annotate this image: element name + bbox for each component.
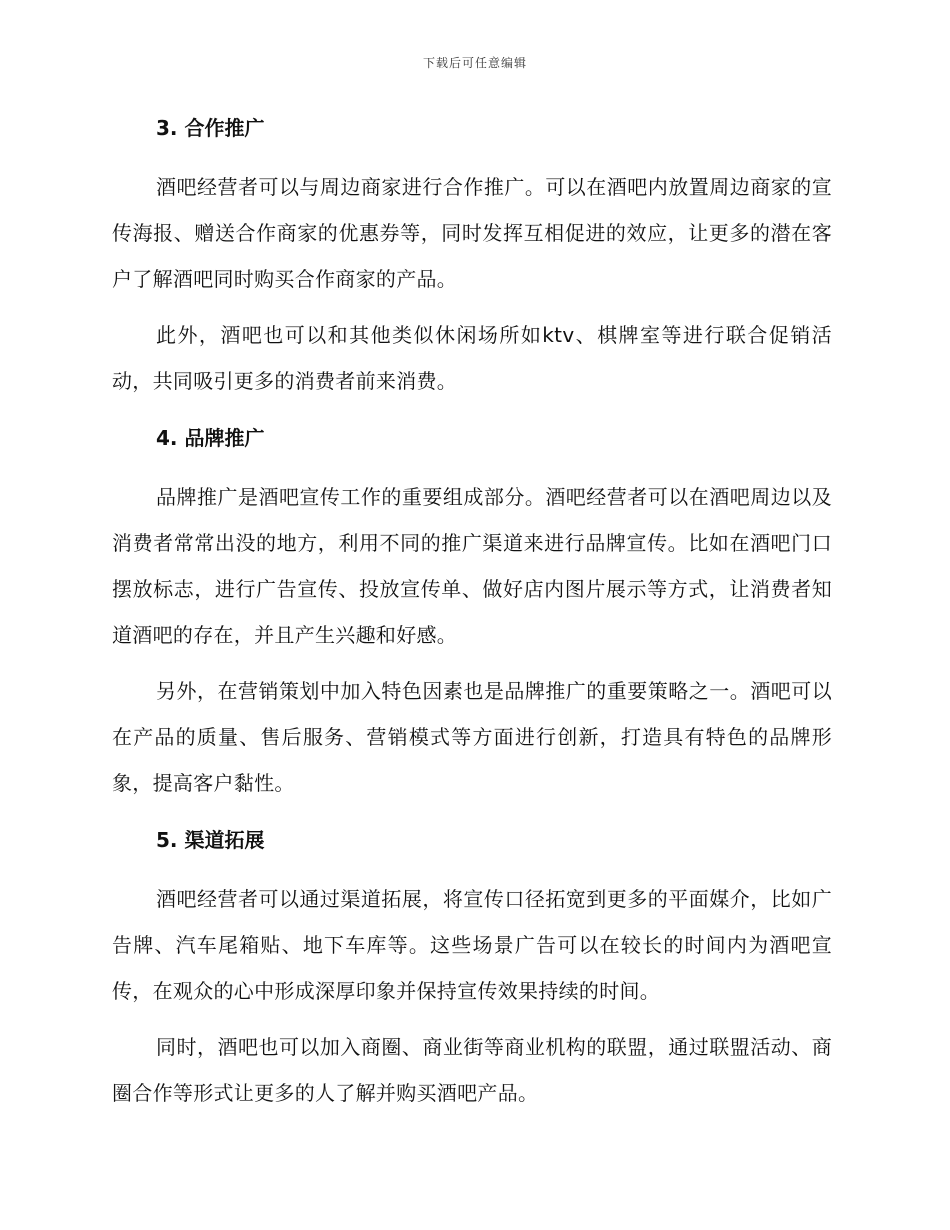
document-body	[112, 112, 832, 1116]
section-heading-cooperation: 3. 合作推广	[156, 116, 265, 140]
section-heading-channel: 5. 渠道拓展	[156, 828, 265, 852]
header-note: 下载后可任意编辑	[422, 56, 527, 70]
paragraph: 另外，在营销策划中加入特色因素也是品牌推广的重要策略之一。酒吧可以在产品的质量、售后服务、营销模式等方面进行创新，打造具有特色的品牌形象，提高客户黏性。	[112, 679, 832, 795]
paragraph: 酒吧经营者可以通过渠道拓展，将宣传口径拓宽到更多的平面媒介，比如广告牌、汽车尾箱贴、地下车库等。这些场景广告可以在较长的时间内为酒吧宣传，在观众的心中形成深厚印象并保持宣传效果持续的时间。	[112, 887, 832, 1003]
paragraph: 此外，酒吧也可以和其他类似休闲场所如ktv、棋牌室等进行联合促销活动，共同吸引更多的消费者前来消费。	[112, 323, 832, 393]
paragraph: 同时，酒吧也可以加入商圈、商业街等商业机构的联盟，通过联盟活动、商圈合作等形式让更多的人了解并购买酒吧产品。	[112, 1035, 832, 1105]
paragraph: 品牌推广是酒吧宣传工作的重要组成部分。酒吧经营者可以在酒吧周边以及消费者常常出没的地方，利用不同的推广渠道来进行品牌宣传。比如在酒吧门口摆放标志，进行广告宣传、投放宣传单、做好店内图片展示等方式，让消费者知道酒吧的存在，并且产生兴趣和好感。	[112, 485, 832, 647]
paragraph: 酒吧经营者可以与周边商家进行合作推广。可以在酒吧内放置周边商家的宣传海报、赠送合作商家的优惠券等，同时发挥互相促进的效应，让更多的潜在客户了解酒吧同时购买合作商家的产品。	[112, 175, 832, 291]
section-heading-brand: 4. 品牌推广	[156, 426, 265, 450]
